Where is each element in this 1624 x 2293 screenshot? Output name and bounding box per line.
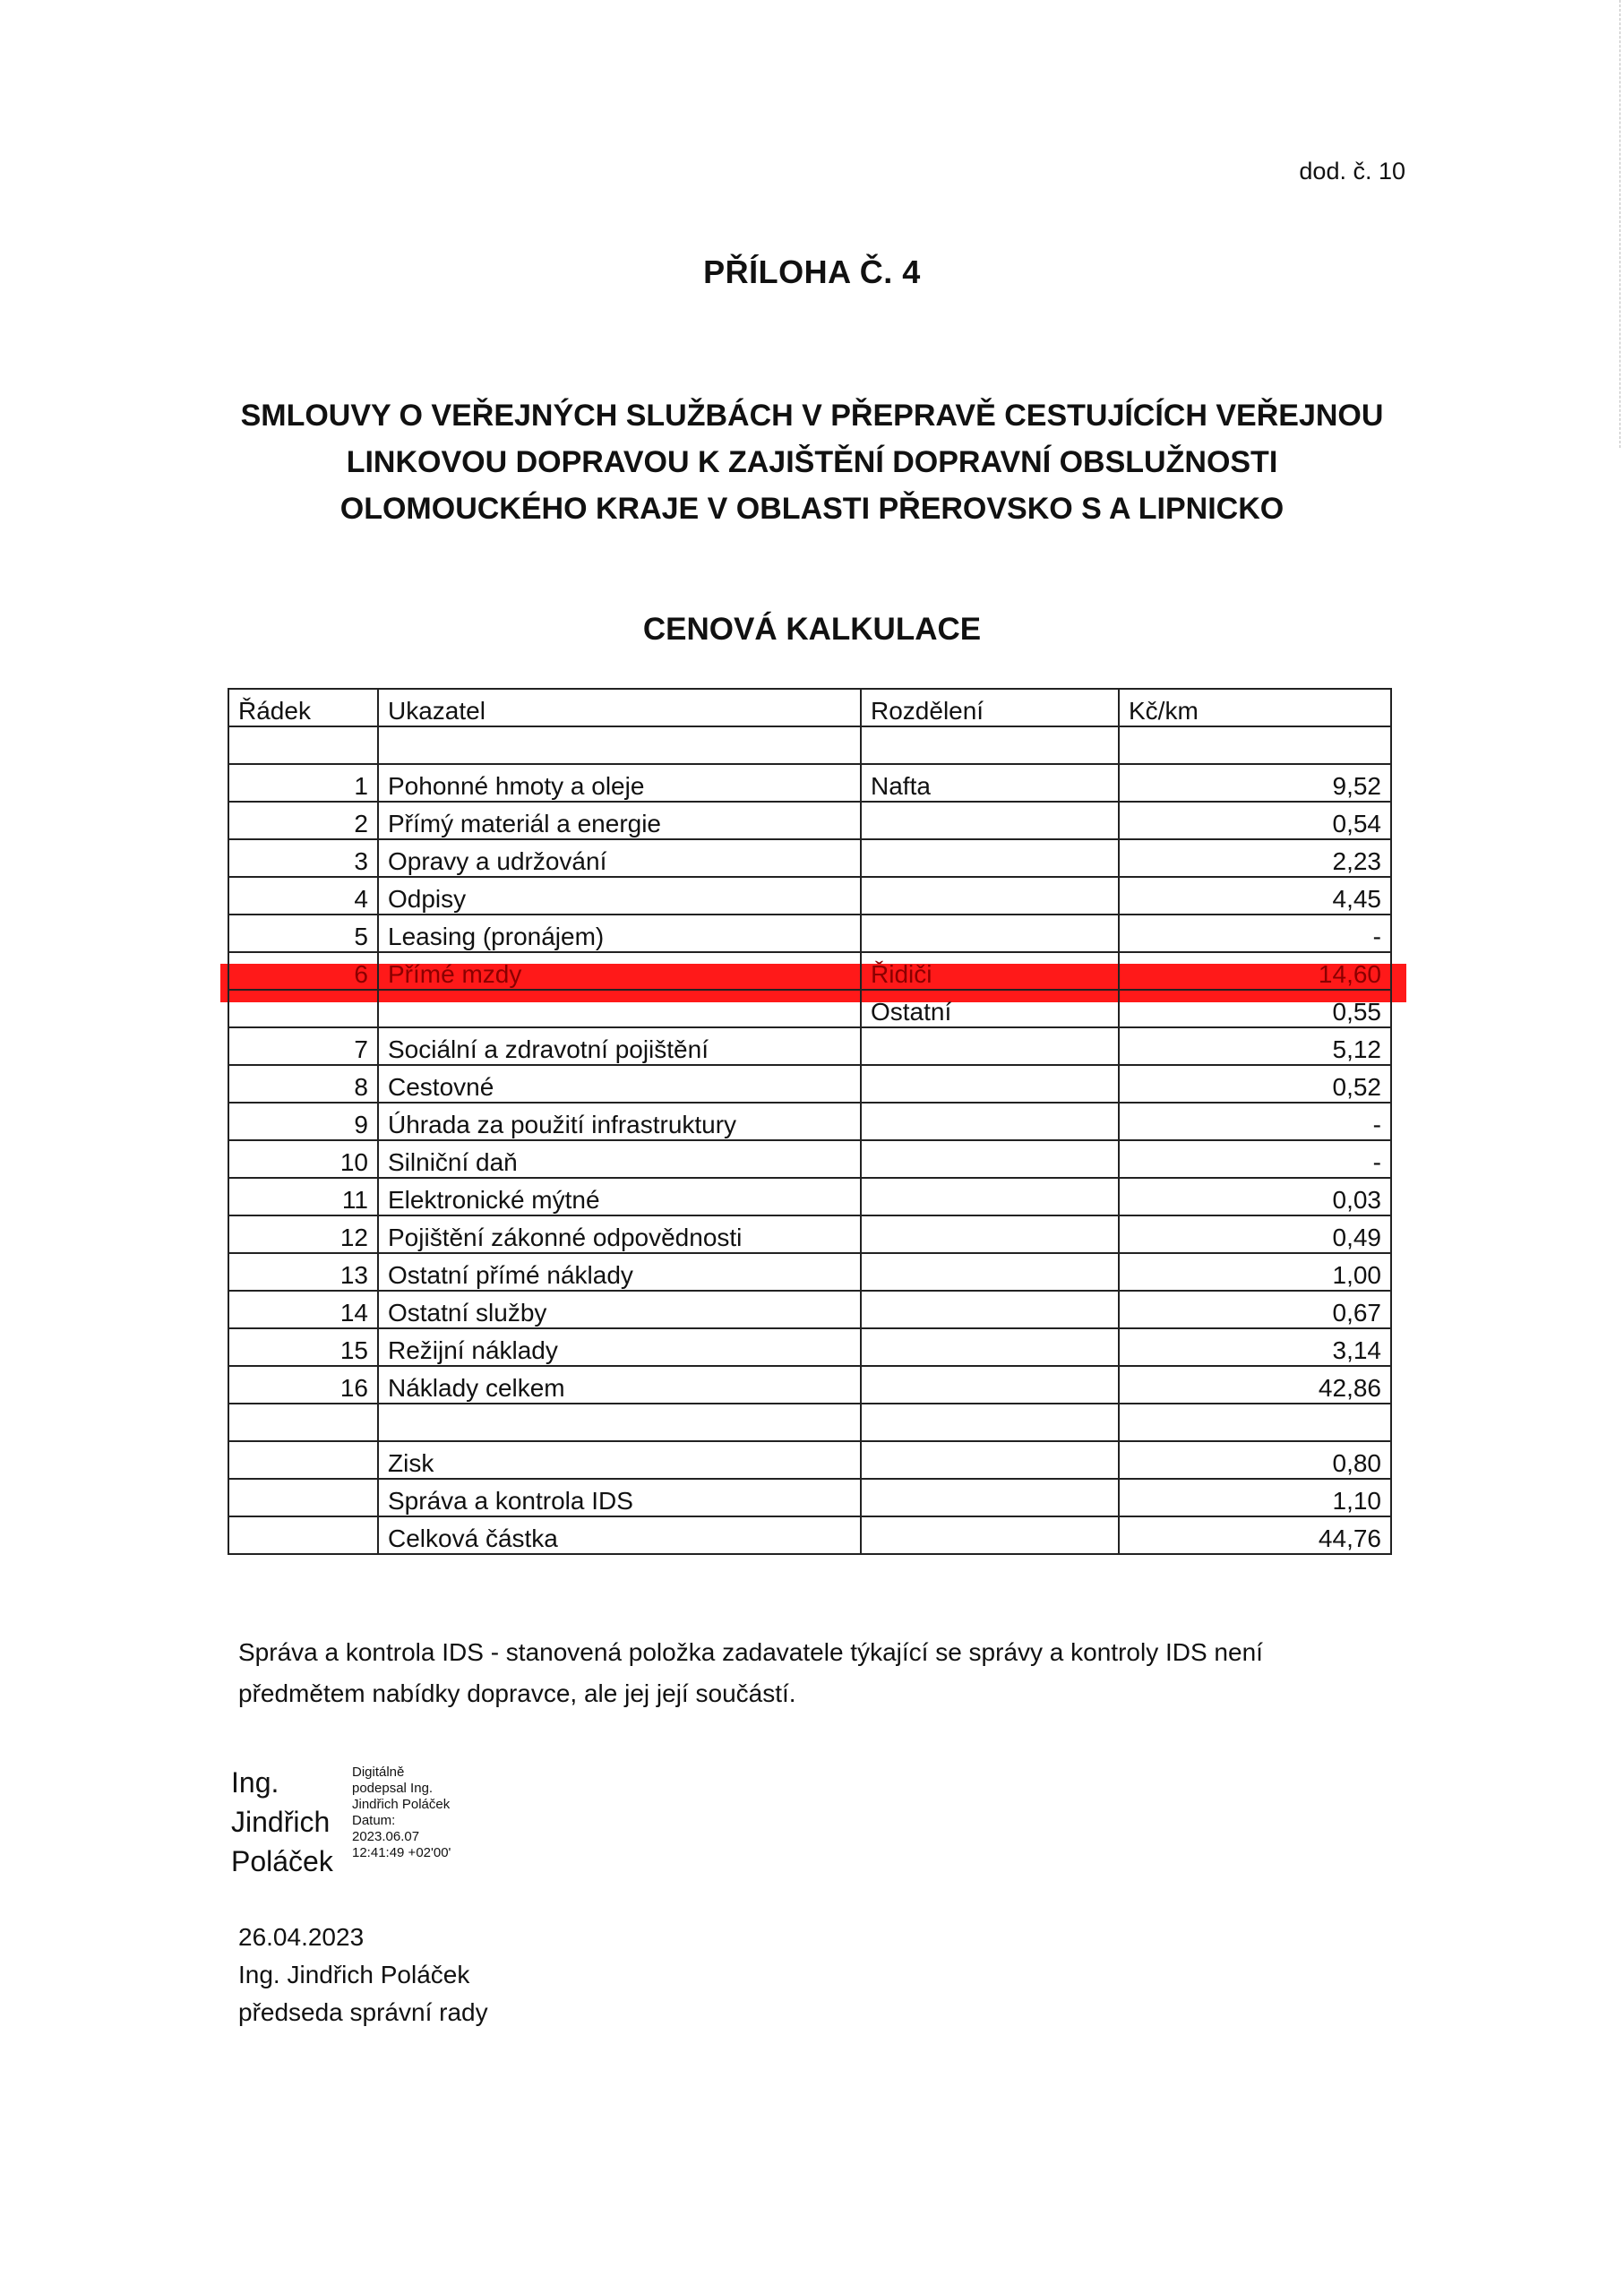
- table-row: [228, 1291, 1391, 1328]
- signing-date: 26.04.2023: [238, 1923, 365, 1951]
- table-row: [228, 1178, 1391, 1215]
- row-number-cell: 11: [228, 1178, 378, 1215]
- signature-meta-line: podepsal Ing.: [352, 1781, 434, 1796]
- row-number-cell: 13: [228, 1253, 378, 1291]
- contract-title-line: SMLOUVY O VEŘEJNÝCH SLUŽBÁCH V PŘEPRAVĚ CESTUJÍCÍCH VEŘEJNOU: [240, 399, 1384, 433]
- signature-meta-line: 2023.06.07: [352, 1829, 420, 1844]
- row-number-cell: [228, 990, 378, 1027]
- table-body: [228, 726, 1391, 1554]
- split-cell: [861, 802, 1119, 839]
- table-row: [228, 1253, 1391, 1291]
- value-cell: 1,00: [1119, 1253, 1391, 1291]
- split-cell: [861, 877, 1119, 915]
- table-row: [228, 877, 1391, 915]
- split-cell: [861, 1479, 1119, 1516]
- row-number-cell: [228, 1479, 378, 1516]
- column-header-indicator: Ukazatel: [378, 689, 861, 726]
- indicator-cell: [378, 1404, 861, 1441]
- indicator-cell: Silniční daň: [378, 1140, 861, 1178]
- value-cell: -: [1119, 1103, 1391, 1140]
- row-number-cell: [228, 726, 378, 764]
- value-cell: 2,23: [1119, 839, 1391, 877]
- split-cell: [861, 1140, 1119, 1178]
- row-number-cell: [228, 1404, 378, 1441]
- signature-name: [231, 1763, 333, 1881]
- document-reference: dod. č. 10: [1299, 158, 1405, 185]
- table-row: [228, 1065, 1391, 1103]
- row-number-cell: 8: [228, 1065, 378, 1103]
- value-cell: 1,10: [1119, 1479, 1391, 1516]
- split-cell: [861, 1404, 1119, 1441]
- row-number-cell: 15: [228, 1328, 378, 1366]
- value-cell: 44,76: [1119, 1516, 1391, 1554]
- scan-edge-marks: [1618, 0, 1620, 448]
- column-header-row-number: Řádek: [228, 689, 378, 726]
- contract-title: [0, 392, 1624, 532]
- split-cell: [861, 726, 1119, 764]
- indicator-cell: Pohonné hmoty a oleje: [378, 764, 861, 802]
- table-row: [228, 1328, 1391, 1366]
- indicator-cell: [378, 726, 861, 764]
- column-header-split: Rozdělení: [861, 689, 1119, 726]
- note-line: předmětem nabídky dopravce, ale jej její součástí.: [238, 1679, 796, 1707]
- value-cell: -: [1119, 915, 1391, 952]
- table-row: [228, 802, 1391, 839]
- calculation-title: CENOVÁ KALKULACE: [642, 612, 982, 647]
- table-row: [228, 839, 1391, 877]
- value-cell: 0,80: [1119, 1441, 1391, 1479]
- value-cell: 0,52: [1119, 1065, 1391, 1103]
- signature-meta-line: Digitálně: [352, 1765, 405, 1780]
- signature-meta-line: 12:41:49 +02'00': [352, 1845, 451, 1860]
- split-cell: Řidiči: [861, 952, 1119, 990]
- value-cell: [1119, 1404, 1391, 1441]
- split-cell: [861, 1291, 1119, 1328]
- table-row: [228, 915, 1391, 952]
- table-row: [228, 1027, 1391, 1065]
- row-number-cell: 6: [228, 952, 378, 990]
- row-number-cell: 3: [228, 839, 378, 877]
- split-cell: [861, 1253, 1119, 1291]
- value-cell: 9,52: [1119, 764, 1391, 802]
- signature-meta-line: Datum:: [352, 1813, 396, 1828]
- indicator-cell: Celková částka: [378, 1516, 861, 1554]
- row-number-cell: 14: [228, 1291, 378, 1328]
- value-cell: 0,03: [1119, 1178, 1391, 1215]
- table-row: [228, 1366, 1391, 1404]
- indicator-cell: Elektronické mýtné: [378, 1178, 861, 1215]
- row-number-cell: 12: [228, 1215, 378, 1253]
- split-cell: [861, 1366, 1119, 1404]
- split-cell: [861, 1441, 1119, 1479]
- table-row: [228, 990, 1391, 1027]
- split-cell: [861, 1027, 1119, 1065]
- row-number-cell: 16: [228, 1366, 378, 1404]
- table-row: [228, 1516, 1391, 1554]
- contract-title-line: OLOMOUCKÉHO KRAJE V OBLASTI PŘEROVSKO S A LIPNICKO: [339, 492, 1285, 526]
- row-number-cell: [228, 1516, 378, 1554]
- table-row: [228, 1103, 1391, 1140]
- table-row: [228, 726, 1391, 764]
- indicator-cell: Cestovné: [378, 1065, 861, 1103]
- split-cell: [861, 915, 1119, 952]
- value-cell: -: [1119, 1140, 1391, 1178]
- row-number-cell: 4: [228, 877, 378, 915]
- value-cell: 4,45: [1119, 877, 1391, 915]
- split-cell: [861, 839, 1119, 877]
- split-cell: [861, 1178, 1119, 1215]
- indicator-cell: Náklady celkem: [378, 1366, 861, 1404]
- indicator-cell: Ostatní služby: [378, 1291, 861, 1328]
- split-cell: [861, 1328, 1119, 1366]
- row-number-cell: 1: [228, 764, 378, 802]
- row-number-cell: 10: [228, 1140, 378, 1178]
- table-row: [228, 1479, 1391, 1516]
- table-row: [228, 952, 1391, 990]
- value-cell: 0,55: [1119, 990, 1391, 1027]
- row-number-cell: 9: [228, 1103, 378, 1140]
- table-row: [228, 1404, 1391, 1441]
- indicator-cell: Přímé mzdy: [378, 952, 861, 990]
- price-calculation-table: [228, 688, 1392, 1555]
- split-cell: [861, 1215, 1119, 1253]
- split-cell: [861, 1103, 1119, 1140]
- row-number-cell: 5: [228, 915, 378, 952]
- indicator-cell: Úhrada za použití infrastruktury: [378, 1103, 861, 1140]
- indicator-cell: Správa a kontrola IDS: [378, 1479, 861, 1516]
- value-cell: 3,14: [1119, 1328, 1391, 1366]
- ids-note: [238, 1632, 1403, 1714]
- value-cell: 42,86: [1119, 1366, 1391, 1404]
- value-cell: [1119, 726, 1391, 764]
- split-cell: Ostatní: [861, 990, 1119, 1027]
- table-row: [228, 1441, 1391, 1479]
- table-row: [228, 1140, 1391, 1178]
- note-line: Správa a kontrola IDS - stanovená položka zadavatele týkající se správy a kontroly IDS není: [238, 1638, 1263, 1666]
- signature-name-line: Ing.: [231, 1766, 279, 1799]
- split-cell: Nafta: [861, 764, 1119, 802]
- column-header-value: Kč/km: [1119, 689, 1391, 726]
- indicator-cell: [378, 990, 861, 1027]
- value-cell: 0,54: [1119, 802, 1391, 839]
- signatory-role: předseda správní rady: [238, 1998, 488, 2026]
- signature-name-line: Poláček: [231, 1845, 333, 1877]
- row-number-cell: 7: [228, 1027, 378, 1065]
- table-header-row: [228, 689, 1391, 726]
- indicator-cell: Pojištění zákonné odpovědnosti: [378, 1215, 861, 1253]
- value-cell: 5,12: [1119, 1027, 1391, 1065]
- indicator-cell: Ostatní přímé náklady: [378, 1253, 861, 1291]
- value-cell: 14,60: [1119, 952, 1391, 990]
- digital-signature-details: [352, 1765, 477, 1861]
- value-cell: 0,67: [1119, 1291, 1391, 1328]
- row-number-cell: [228, 1441, 378, 1479]
- signatory-name: Ing. Jindřich Poláček: [238, 1961, 470, 1988]
- contract-title-line: LINKOVOU DOPRAVOU K ZAJIŠTĚNÍ DOPRAVNÍ OBSLUŽNOSTI: [346, 445, 1278, 479]
- indicator-cell: Odpisy: [378, 877, 861, 915]
- annex-title: PŘÍLOHA Č. 4: [703, 253, 921, 290]
- signature-name-line: Jindřich: [231, 1806, 331, 1838]
- indicator-cell: Opravy a udržování: [378, 839, 861, 877]
- indicator-cell: Leasing (pronájem): [378, 915, 861, 952]
- signatory-block: [238, 1919, 488, 2031]
- indicator-cell: Režijní náklady: [378, 1328, 861, 1366]
- signature-meta-line: Jindřich Poláček: [352, 1797, 451, 1812]
- indicator-cell: Sociální a zdravotní pojištění: [378, 1027, 861, 1065]
- split-cell: [861, 1065, 1119, 1103]
- indicator-cell: Přímý materiál a energie: [378, 802, 861, 839]
- table-row: [228, 1215, 1391, 1253]
- split-cell: [861, 1516, 1119, 1554]
- indicator-cell: Zisk: [378, 1441, 861, 1479]
- value-cell: 0,49: [1119, 1215, 1391, 1253]
- row-number-cell: 2: [228, 802, 378, 839]
- table-row: [228, 764, 1391, 802]
